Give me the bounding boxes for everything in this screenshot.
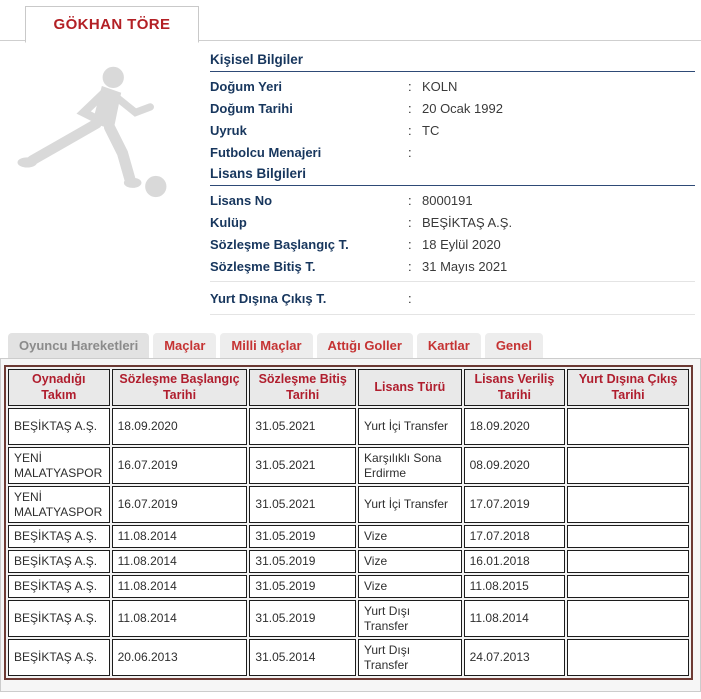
team-cell[interactable]: BEŞİKTAŞ A.Ş. <box>8 550 110 573</box>
contract-end-cell: 31.05.2021 <box>249 486 356 523</box>
contract-start-cell: 11.08.2014 <box>112 575 248 598</box>
license-type-cell: Yurt İçi Transfer <box>358 486 462 523</box>
contract-end-cell: 31.05.2019 <box>249 600 356 637</box>
player-photo-area <box>0 41 208 332</box>
header-strip <box>0 0 701 41</box>
contract-start-cell: 16.07.2019 <box>112 486 248 523</box>
license-type-cell: Vize <box>358 525 462 548</box>
license-issue-date-cell: 24.07.2013 <box>464 639 566 676</box>
info-row <box>210 141 695 163</box>
section-tab[interactable]: Milli Maçlar <box>220 333 312 358</box>
info-colon <box>408 193 422 208</box>
player-details <box>208 41 701 332</box>
team-cell[interactable]: BEŞİKTAŞ A.Ş. <box>8 408 110 445</box>
info-value: KOLN <box>422 78 458 94</box>
info-row <box>210 75 695 97</box>
license-type-cell: Karşılıklı Sona Erdirme <box>358 447 462 484</box>
info-value: 20 Ocak 1992 <box>422 100 503 116</box>
personal-info-title: Kişisel Bilgiler <box>210 49 695 72</box>
table-row <box>8 486 689 523</box>
header-contract-start: Sözleşme Başlangıç Tarihi <box>112 369 248 406</box>
player-movements-panel <box>0 358 701 692</box>
table-row <box>8 408 689 445</box>
info-value: 8000191 <box>422 192 473 208</box>
info-colon <box>408 215 422 230</box>
license-type-cell: Vize <box>358 575 462 598</box>
team-cell[interactable]: YENİ MALATYASPOR <box>8 447 110 484</box>
license-issue-date-cell: 17.07.2019 <box>464 486 566 523</box>
info-colon <box>408 145 422 160</box>
header-abroad-exit-date: Yurt Dışına Çıkış Tarihi <box>567 369 689 406</box>
info-colon <box>408 259 422 274</box>
contract-end-cell: 31.05.2021 <box>249 408 356 445</box>
table-row <box>8 639 689 676</box>
info-label: Doğum Tarihi <box>210 100 293 116</box>
contract-start-cell: 20.06.2013 <box>112 639 248 676</box>
table-row <box>8 447 689 484</box>
section-tab[interactable]: Attığı Goller <box>317 333 413 358</box>
license-issue-date-cell: 08.09.2020 <box>464 447 566 484</box>
table-header-row <box>8 369 689 406</box>
contract-end-cell: 31.05.2021 <box>249 447 356 484</box>
contract-end-cell: 31.05.2014 <box>249 639 356 676</box>
personal-info-rows <box>210 75 695 163</box>
abroad-exit-date-cell <box>567 447 689 484</box>
player-info-section <box>0 41 701 332</box>
team-cell[interactable]: YENİ MALATYASPOR <box>8 486 110 523</box>
table-row <box>8 550 689 573</box>
contract-start-cell: 11.08.2014 <box>112 600 248 637</box>
header-license-type: Lisans Türü <box>358 369 462 406</box>
license-issue-date-cell: 16.01.2018 <box>464 550 566 573</box>
info-value: 18 Eylül 2020 <box>422 236 501 252</box>
info-value: 31 Mayıs 2021 <box>422 258 508 274</box>
contract-end-cell: 31.05.2019 <box>249 575 356 598</box>
info-row <box>210 119 695 141</box>
info-colon <box>408 123 422 138</box>
abroad-exit-date-cell <box>567 550 689 573</box>
table-row <box>8 575 689 598</box>
info-label: Uyruk <box>210 122 247 138</box>
contract-start-cell: 16.07.2019 <box>112 447 248 484</box>
header-contract-end: Sözleşme Bitiş Tarihi <box>249 369 356 406</box>
info-label: Sözleşme Başlangıç T. <box>210 236 349 252</box>
info-row <box>210 255 695 277</box>
info-colon <box>408 237 422 252</box>
info-colon <box>408 101 422 116</box>
info-colon <box>408 291 422 306</box>
team-cell[interactable]: BEŞİKTAŞ A.Ş. <box>8 600 110 637</box>
abroad-exit-date-cell <box>567 600 689 637</box>
license-issue-date-cell: 11.08.2015 <box>464 575 566 598</box>
info-row <box>210 211 695 233</box>
header-license-issue-date: Lisans Veriliş Tarihi <box>464 369 566 406</box>
contract-end-cell: 31.05.2019 <box>249 525 356 548</box>
footballer-silhouette-icon <box>11 57 197 205</box>
license-info-title: Lisans Bilgileri <box>210 163 695 186</box>
abroad-exit-date-cell <box>567 639 689 676</box>
section-tab-bar <box>0 332 701 358</box>
abroad-exit-date-cell <box>567 525 689 548</box>
license-issue-date-cell: 17.07.2018 <box>464 525 566 548</box>
header-team: Oynadığı Takım <box>8 369 110 406</box>
license-type-cell: Yurt Dışı Transfer <box>358 639 462 676</box>
info-value: BEŞİKTAŞ A.Ş. <box>422 214 513 230</box>
team-cell[interactable]: BEŞİKTAŞ A.Ş. <box>8 525 110 548</box>
team-cell[interactable]: BEŞİKTAŞ A.Ş. <box>8 639 110 676</box>
info-label: Sözleşme Bitiş T. <box>210 258 316 274</box>
team-cell[interactable]: BEŞİKTAŞ A.Ş. <box>8 575 110 598</box>
contract-start-cell: 11.08.2014 <box>112 525 248 548</box>
abroad-exit-date-cell <box>567 575 689 598</box>
license-type-cell: Yurt İçi Transfer <box>358 408 462 445</box>
info-label: Yurt Dışına Çıkış T. <box>210 290 327 306</box>
info-row <box>210 287 695 309</box>
player-movements-table <box>4 365 693 680</box>
section-tab[interactable]: Maçlar <box>153 333 216 358</box>
info-value: TC <box>422 122 440 138</box>
abroad-exit-date-cell <box>567 408 689 445</box>
license-type-cell: Yurt Dışı Transfer <box>358 600 462 637</box>
license-type-cell: Vize <box>358 550 462 573</box>
section-tab[interactable]: Kartlar <box>417 333 481 358</box>
info-colon <box>408 79 422 94</box>
player-name-tab[interactable]: GÖKHAN TÖRE <box>25 6 199 43</box>
contract-start-cell: 18.09.2020 <box>112 408 248 445</box>
section-tab[interactable]: Genel <box>485 333 543 358</box>
contract-end-cell: 31.05.2019 <box>249 550 356 573</box>
info-label: Kulüp <box>210 214 247 230</box>
license-info-rows <box>210 189 695 277</box>
info-row <box>210 233 695 255</box>
contract-start-cell: 11.08.2014 <box>112 550 248 573</box>
abroad-exit-date-cell <box>567 486 689 523</box>
license-issue-date-cell: 11.08.2014 <box>464 600 566 637</box>
table-body <box>8 408 689 676</box>
section-tab[interactable]: Oyuncu Hareketleri <box>8 333 149 358</box>
info-row <box>210 97 695 119</box>
info-row <box>210 189 695 211</box>
abroad-exit-row-wrap <box>210 281 695 315</box>
info-label: Doğum Yeri <box>210 78 283 94</box>
info-label: Futbolcu Menajeri <box>210 144 322 160</box>
table-row <box>8 525 689 548</box>
license-issue-date-cell: 18.09.2020 <box>464 408 566 445</box>
info-label: Lisans No <box>210 192 273 208</box>
table-row <box>8 600 689 637</box>
